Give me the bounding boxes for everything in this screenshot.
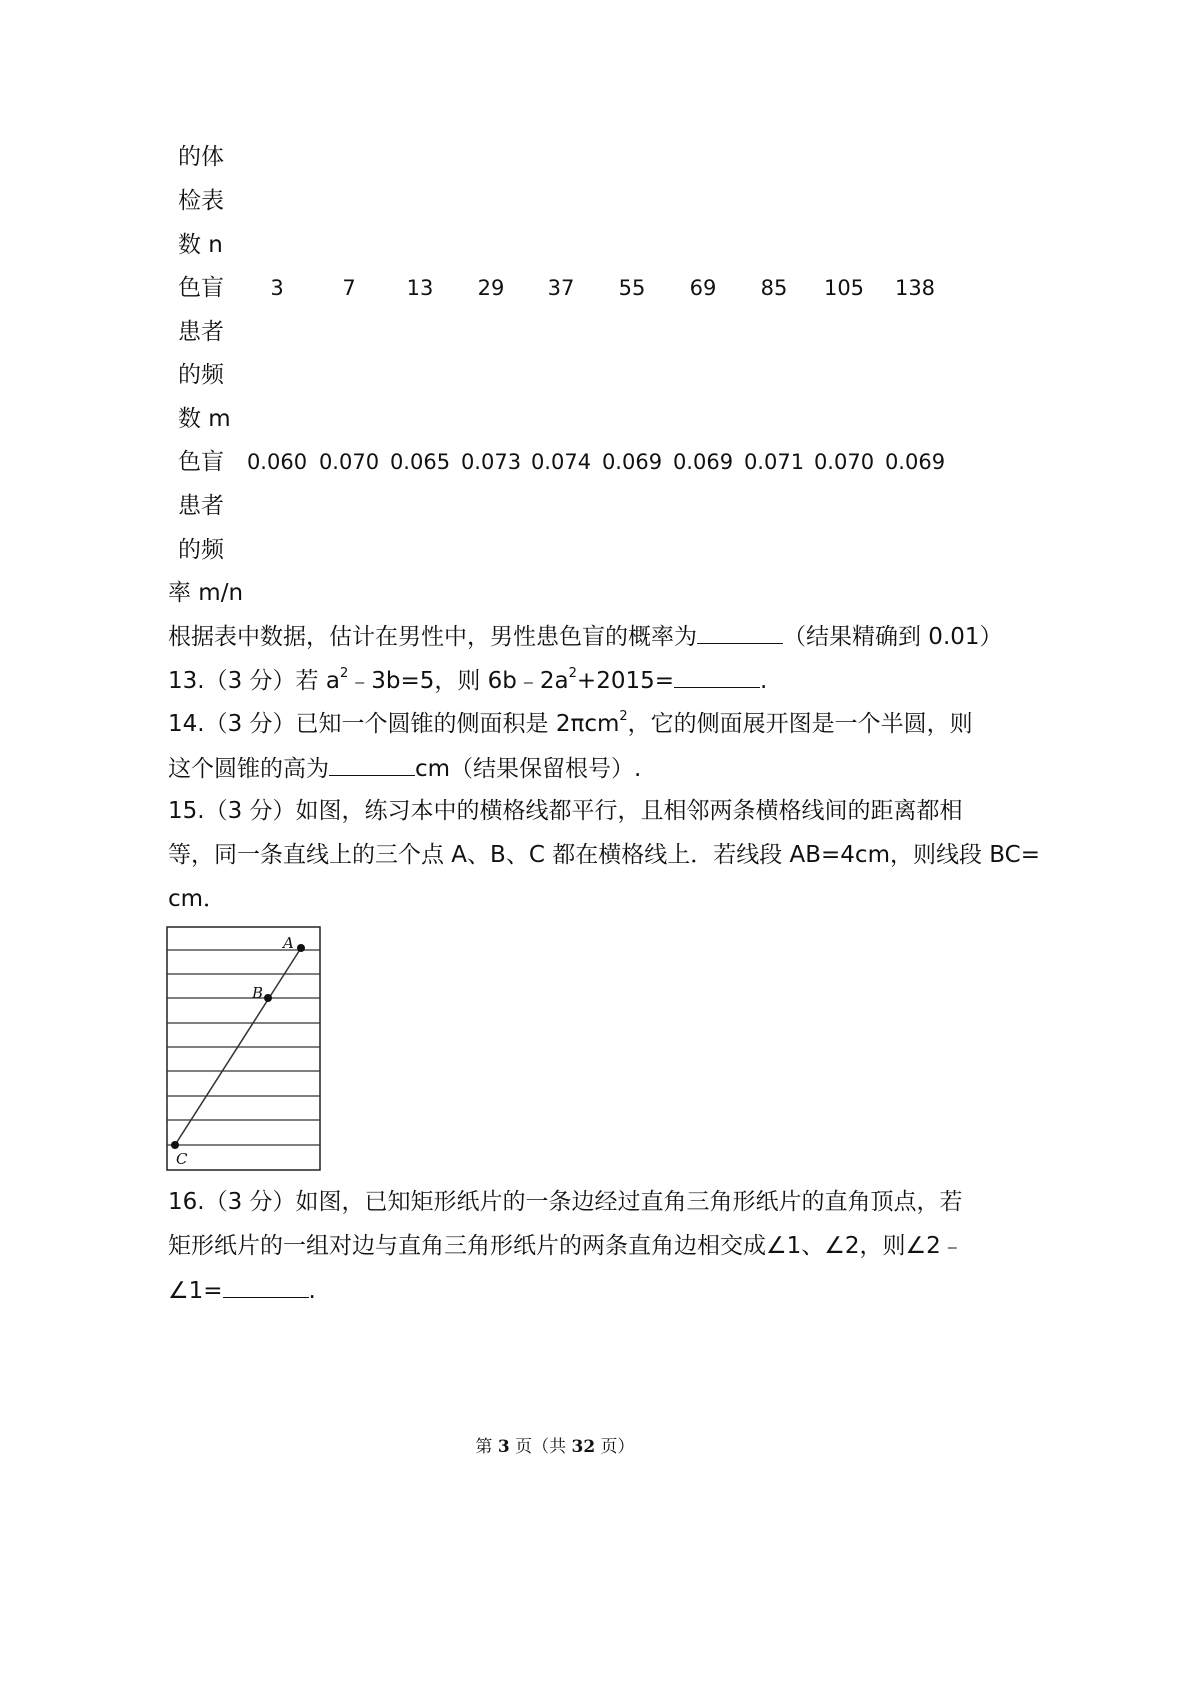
table-cell: 105 — [823, 276, 865, 300]
question-text: . — [308, 1278, 316, 1304]
question-12-conclusion — [168, 621, 1003, 652]
superscript: 2 — [568, 666, 577, 682]
question-15-line-3: cm． — [168, 886, 227, 912]
answer-blank[interactable] — [674, 665, 760, 688]
answer-blank[interactable] — [223, 1275, 309, 1298]
answer-blank[interactable] — [329, 753, 415, 776]
table-cell: 0.069 — [884, 450, 946, 474]
point-b — [264, 994, 272, 1002]
table-cell: 0.069 — [672, 450, 734, 474]
question-text: 根据表中数据，估计在男性中，男性患色盲的概率为 — [168, 624, 697, 650]
total-pages: 32 — [571, 1437, 596, 1457]
question-text: 这个圆锥的高为 — [168, 756, 329, 782]
table-row-label-line: 患者 — [178, 493, 224, 519]
page-footer — [0, 1432, 1110, 1457]
table-row-label-line: 患者 — [178, 319, 224, 345]
table-cell: 0.073 — [460, 450, 522, 474]
table-row-label-line: 色盲 — [178, 275, 224, 301]
question-text: 13.（3 分）若 a — [168, 668, 340, 694]
footer-text: 页） — [595, 1437, 635, 1457]
label-a: A — [283, 934, 294, 952]
footer-text: 页（共 — [509, 1437, 572, 1457]
question-text: ﹣3b=5，则 6b﹣2a — [348, 668, 569, 694]
table-cell: 0.069 — [601, 450, 663, 474]
table-row-label-line: 的频 — [178, 362, 224, 388]
question-16-line-3 — [168, 1275, 316, 1306]
table-cell: 13 — [406, 276, 434, 300]
label-b: B — [252, 984, 264, 1002]
label-c: C — [176, 1150, 188, 1168]
table-cell: 7 — [342, 276, 356, 300]
question-text: . — [760, 668, 768, 694]
question-text: 14.（3 分）已知一个圆锥的侧面积是 2πcm — [168, 711, 620, 737]
page-number: 3 — [497, 1437, 510, 1457]
question-14-line-1 — [168, 709, 973, 739]
table-cell: 55 — [618, 276, 646, 300]
question-15-line-2: 等，同一条直线上的三个点 A、B、C 都在横格线上．若线段 AB=4cm，则线段 BC= — [168, 842, 1040, 868]
footer-text: 第 — [475, 1437, 498, 1457]
table-cell: 69 — [689, 276, 717, 300]
point-c — [171, 1141, 179, 1149]
question-16-line-2: 矩形纸片的一组对边与直角三角形纸片的两条直角边相交成∠1、∠2，则∠2﹣ — [168, 1233, 964, 1259]
question-15-line-1: 15.（3 分）如图，练习本中的横格线都平行，且相邻两条横格线间的距离都相 — [168, 798, 963, 824]
question-14-line-2 — [168, 753, 641, 784]
table-cell: 3 — [270, 276, 284, 300]
question-13 — [168, 665, 767, 696]
table-row-label-line: 的体 — [178, 144, 224, 170]
table-cell: 138 — [894, 276, 936, 300]
table-row-label-line: 检表 — [178, 188, 224, 214]
table-row-label-line: 数 n — [178, 232, 223, 258]
table-cell: 29 — [477, 276, 505, 300]
question-text: ∠1= — [168, 1278, 223, 1304]
table-cell: 85 — [760, 276, 788, 300]
figure-border — [167, 927, 320, 1170]
superscript: 2 — [619, 709, 628, 725]
question-text: +2015= — [576, 668, 674, 694]
question-text: ，它的侧面展开图是一个半圆，则 — [627, 711, 973, 737]
question-text: （结果精确到 0.01） — [783, 624, 1003, 650]
question-text: cm（结果保留根号）. — [415, 756, 642, 782]
table-row-label-line: 色盲 — [178, 449, 224, 475]
table-cell: 0.071 — [743, 450, 805, 474]
superscript: 2 — [339, 666, 349, 682]
table-cell: 37 — [547, 276, 575, 300]
point-a — [297, 944, 305, 952]
table-cell: 0.060 — [246, 450, 308, 474]
table-row-label-line: 数 m — [178, 406, 231, 432]
notebook-lines-figure — [166, 926, 322, 1172]
question-16-line-1: 16.（3 分）如图，已知矩形纸片的一条边经过直角三角形纸片的直角顶点，若 — [168, 1189, 963, 1215]
table-row-label-line: 率 m/n — [168, 580, 244, 606]
table-cell: 0.070 — [813, 450, 875, 474]
answer-blank[interactable] — [697, 621, 783, 644]
table-cell: 0.074 — [530, 450, 592, 474]
table-row-label-line: 的频 — [178, 537, 224, 563]
table-cell: 0.065 — [389, 450, 451, 474]
table-cell: 0.070 — [318, 450, 380, 474]
